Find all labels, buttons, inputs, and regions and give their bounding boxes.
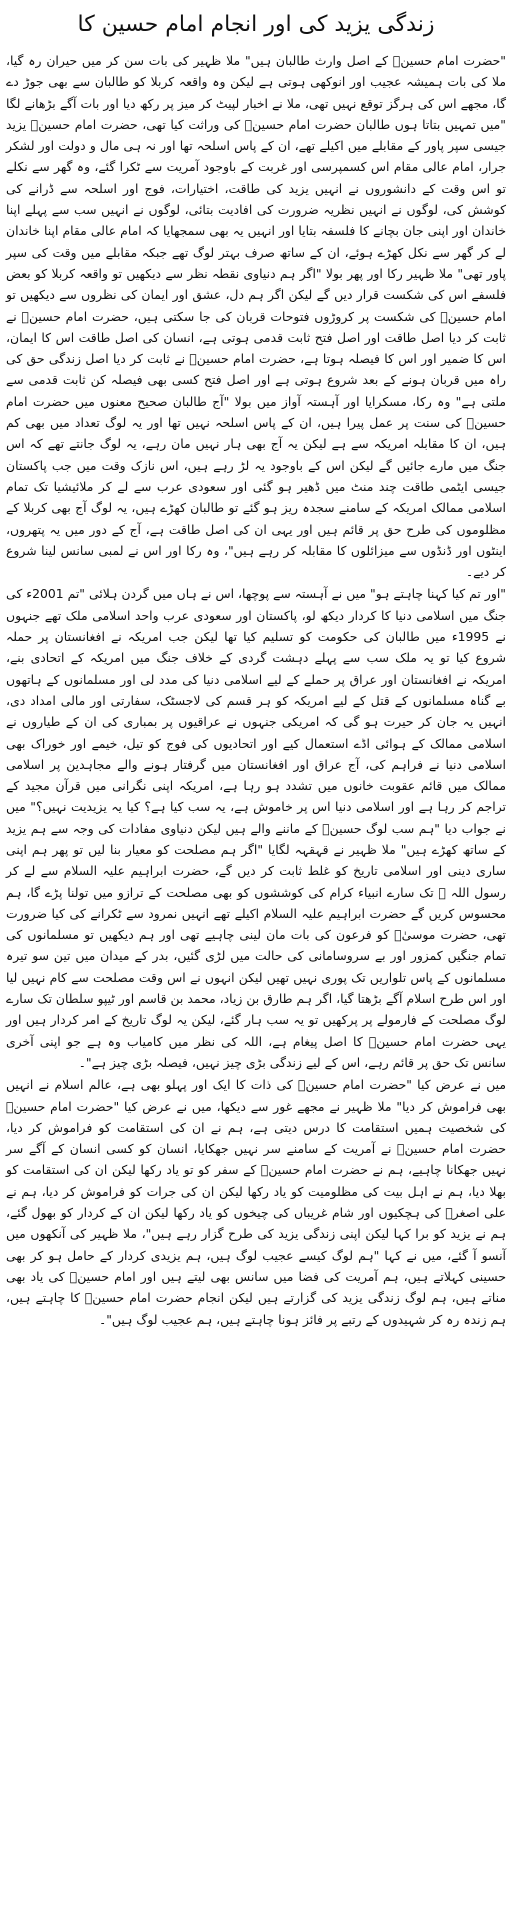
article-paragraph-2: "اور تم کیا کہنا چاہتے ہو" میں نے آہستہ سے پوچھا، اس نے ہاں میں گردن ہلائی "تم 2001ء کی جنگ میں اسلامی دنیا کا کردار دیکھ لو، پاکستان اور سعودی عرب واحد اسلامی ملک تھے جنہوں نے 1995ء میں طالبان کی حکومت کو تسلیم کیا تھا لیکن جب امریکہ نے افغانستان پر حملہ شروع کیا تو یہ ملک سب سے پہلے دہشت گردی کے خلاف جنگ میں امریکہ کے اتحادی بنے، امریکہ نے افغانستان اور عراق پر حملے کے لیے اسلامی دنیا کی مدد لی اور مسلمانوں کے ہاتھوں بے گناہ مسلمانوں کے قتل کے لیے امریکہ کو ہر قسم کی لاجسٹک، سفارتی اور مالی امداد دی، انہیں یہ جان کر حیرت ہو گی کہ امریکی جنہوں نے عراقیوں پر بمباری کی ان کے طیاروں نے اسلامی ممالک کے ہوائی اڈے استعمال کیے اور اتحادیوں کی فوج کو تیل، خیمے اور خوراک بھی اسلامی دنیا نے فراہم کی، آج عراق اور افغانستان میں گرفتار ہونے والے مجاہدین پر اسلامی ممالک میں قائم عقوبت خانوں میں تشدد ہو رہا ہے، امریکہ اپنی نگرانی میں قرآن مجید کے تراجم کر رہا ہے اور اسلامی دنیا اس پر خاموش ہے، یہ سب کیا ہے؟ کیا یہ یزیدیت نہیں؟" میں نے جواب دیا "ہم سب لوگ حسینؓ کے ماننے والے ہیں لیکن دنیاوی مفادات کی وجہ سے ہم یزید کے ساتھ کھڑے ہیں" ملا ظہیر نے قہقہہ لگایا "اگر ہم مصلحت کو معیار بنا لیں تو پھر ہم اپنی ساری دینی اور اسلامی تاریخ کو غلط ثابت کر دیں گے، حضرت ابراہیم علیہ السلام سے لے کر رسول اللہ ﷺ تک سارے انبیاء کرام کی کوششوں کو بھی مصلحت کے ترازو میں تولنا پڑے گا، ہم محسوس کریں گے حضرت ابراہیم علیہ السلام اکیلے تھے انہیں نمرود سے ٹکرانے کی کیا ضرورت تھی، حضرت موسیٰؑ کو فرعون کی بات مان لینی چاہیے تھی اور ہم دیکھیں تو مسلمانوں کی تمام جنگیں کمزور اور بے سروسامانی کی حالت میں لڑی گئیں، بدر کے میدان میں تین سو تیرہ مسلمانوں کے پاس تلواریں تک پوری نہیں تھیں لیکن انہوں نے اس وقت مصلحت سے کام نہیں لیا اور اس طرح اسلام آگے بڑھتا گیا، اگر ہم طارق بن زیاد، محمد بن قاسم اور ٹیپو سلطان تک سارے لوگ مصلحت کے فارمولے پر پرکھیں تو یہ سب ہار گئے، لیکن یہ لوگ تاریخ کے امر کردار ہیں اور یہی حضرت امام حسینؓ کا اصل پیغام ہے، اللہ کی نظر میں کامیاب وہ ہے جو اپنی آخری سانس تک حق پر قائم رہے، اس کے لیے زندگی بڑی چیز نہیں، فیصلہ بڑی چیز ہے"۔ [6, 586, 506, 1070]
article-body [6, 50, 506, 1330]
article-paragraph-3: میں نے عرض کیا "حضرت امام حسینؓ کی ذات کا ایک اور پہلو بھی ہے، عالم اسلام نے انہیں بھی فراموش کر دیا" ملا ظہیر نے مجھے غور سے دیکھا، میں نے عرض کیا "حضرت امام حسینؓ کی شخصیت ہمیں استقامت کا درس دیتی ہے، ہم نے ان کی استقامت کو فراموش کر دیا، حضرت امام حسینؓ نے آمریت کے سامنے سر نہیں جھکایا، انسان کو کسی انسان کے آگے سر نہیں جھکانا چاہیے، ہم نے حضرت امام حسینؓ کے سفر کو تو یاد رکھا لیکن ان کی استقامت کو بھلا دیا، ہم نے اہل بیت کی مظلومیت کو یاد رکھا لیکن ان کی جرات کو فراموش کر دیا، ہم نے علی اصغرؓ کی ہچکیوں اور شام غریباں کی چیخوں کو یاد رکھا لیکن ان کے کردار کو بھول گئے، ہم نے یزید کو برا کہا لیکن اپنی زندگی یزید کی طرح گزار رہے ہیں"، ملا ظہیر کی آنکھوں میں آنسو آ گئے، میں نے کہا "ہم لوگ کیسے عجیب لوگ ہیں، ہم یزیدی کردار کے حامل ہو کر بھی حسینی کہلاتے ہیں، ہم آمریت کی فضا میں سانس بھی لیتے ہیں اور امام حسینؓ کی یاد بھی مناتے ہیں، ہم لوگ زندگی یزید کی گزارتے ہیں لیکن انجام حضرت امام حسینؓ کا چاہتے ہیں، ہم زندہ رہ کر شہیدوں کے رتبے پر فائز ہونا چاہتے ہیں، ہم عجیب لوگ ہیں"۔ [6, 1077, 506, 1327]
article-headline: زندگی یزید کی اور انجام امام حسین کا [77, 12, 435, 37]
article-paragraph-1: "حضرت امام حسینؓ کے اصل وارث طالبان ہیں" ملا ظہیر کی بات سن کر میں حیران رہ گیا، ملا کی بات ہمیشہ عجیب اور انوکھی ہوتی ہے لیکن وہ واقعہ کربلا کو طالبان سے بھی جوڑ دے گا، مجھے اس کی ہرگز توقع نہیں تھی، ملا نے اخبار لپیٹ کر میز پر رکھ دیا اور بات آگے بڑھانے لگا "میں تمہیں بتاتا ہوں طالبان حضرت امام حسینؓ کی وراثت کیا تھی، حضرت امام حسینؓ یزید جیسی سپر پاور کے مقابلے میں اکیلے تھے، ان کے پاس اسلحہ تھا اور نہ ہی مال و دولت اور لشکر جرار، امام عالی مقام اس کسمپرسی اور غربت کے باوجود آمریت سے ٹکرا گئے، وہ گھر سے نکلے تو اس وقت کے دانشوروں نے انہیں یزید کی طاقت، اختیارات، فوج اور اسلحہ سے ڈرانے کی کوشش کی، لوگوں نے انہیں نظریہ ضرورت کی افادیت بتائی، لوگوں نے انہیں سب سے پہلے اپنا خاندان اور اپنی جان بچانے کا فلسفہ بتایا اور انہیں یہ بھی سمجھایا کہ امام عالی مقام اپنا خاندان لے کر گھر سے نکل کھڑے ہوئے، ان کے ساتھ صرف بہتر لوگ تھے جبکہ مقابلے میں وقت کی سپر پاور تھی" ملا ظہیر رکا اور پھر بولا "اگر ہم دنیاوی نقطہ نظر سے دیکھیں تو واقعہ کربلا کو بعض فلسفے اس کی شکست قرار دیں گے لیکن اگر ہم دل، عشق اور ایمان کی نظروں سے دیکھیں تو امام حسینؓ کی شکست پر کروڑوں فتوحات قربان کی جا سکتی ہیں، حضرت امام حسینؓ نے ثابت کر دیا اصل طاقت اور اصل فتح ثابت قدمی ہوتی ہے، انسان کی اصل طاقت اس کا ایمان، اس کا ضمیر اور اس کا فیصلہ ہوتا ہے، حضرت امام حسینؓ نے ثابت کر دیا اصل زندگی حق کی راہ میں قربان ہونے کے بعد شروع ہوتی ہے اور اصل فتح کسی بھی فیصلہ کن ثابت قدمی سے ملتی ہے" وہ رکا، مسکرایا اور آہستہ آواز میں بولا "آج طالبان صحیح معنوں میں حضرت امام حسینؓ کی سنت پر عمل پیرا ہیں، ان کے پاس اسلحہ نہیں تھا اور یہ لوگ تعداد میں بھی کم ہیں، ان کا مقابلہ امریکہ سے ہے لیکن یہ آج بھی ہار نہیں مان رہے، یہ لوگ جانتے تھے کہ اس جنگ میں مارے جائیں گے لیکن اس کے باوجود یہ لڑ رہے ہیں، اس نازک وقت میں جب پاکستان جیسی ایٹمی طاقت چند منٹ میں ڈھیر ہو گئی اور سعودی عرب سے لے کر ملائیشیا تک تمام اسلامی ممالک امریکہ کے سامنے سجدہ ریز ہو گئے تو طالبان کھڑے ہیں، یہ لوگ آج بھی کربلا کے مظلوموں کی طرح حق پر قائم ہیں اور یہی ان کی اصل طاقت ہے، آج کے دور میں یہ پتھروں، اینٹوں اور ڈنڈوں سے میزائلوں کا مقابلہ کر رہے ہیں"، وہ رکا اور اس نے لمبی سانس لینا شروع کر دیے۔ [6, 53, 506, 580]
